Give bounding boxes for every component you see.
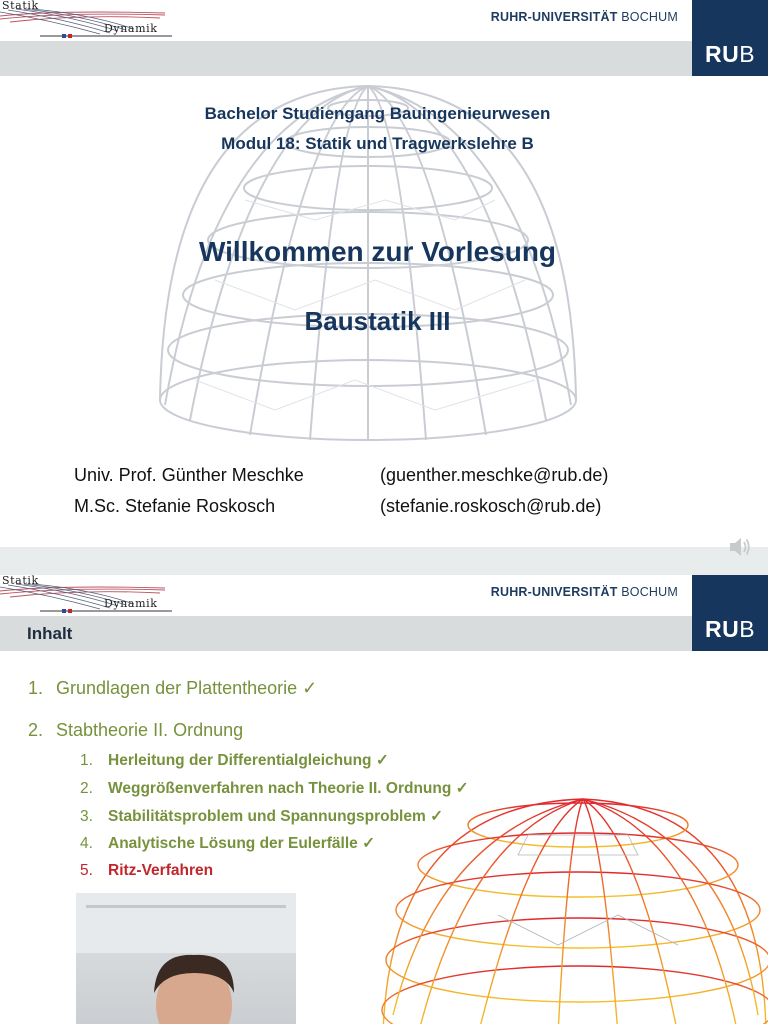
university-name: RUHR-UNIVERSITÄT BOCHUM	[490, 585, 678, 599]
rub-logo: RUB	[692, 575, 768, 651]
university-name: RUHR-UNIVERSITÄT BOCHUM	[490, 10, 678, 24]
person-image	[76, 893, 296, 1024]
lecturer-email-1: (guenther.meschke@rub.de)	[380, 465, 609, 485]
statik-dynamik-logo	[0, 0, 172, 40]
toc-item-2: 2. Stabtheorie II. Ordnung	[28, 720, 244, 740]
header-bar	[0, 616, 692, 651]
dome-stress-plot-image	[378, 795, 768, 1024]
course-title: Baustatik III	[304, 306, 451, 336]
toc-item-1: 1. Grundlagen der Plattentheorie ✓	[28, 678, 318, 698]
contents-slide	[0, 575, 768, 1024]
toc-subitem-2: 2. Weggrößenverfahren nach Theorie II. Ordnung ✓	[80, 780, 469, 797]
lecturer-email-2: (stefanie.roskosch@rub.de)	[380, 496, 602, 516]
lecturer-name-1: Univ. Prof. Günther Meschke	[74, 465, 304, 485]
statik-dynamik-logo	[0, 575, 172, 615]
toc-subitem-1: 1. Herleitung der Differentialgleichung ✓	[80, 752, 389, 769]
slide-separator	[0, 547, 768, 575]
toc-subitem-4: 4. Analytische Lösung der Eulerfälle ✓	[80, 835, 376, 852]
slide-title: Inhalt	[27, 624, 73, 643]
logo-statik-text: Statik	[2, 0, 39, 12]
module-name: Modul 18: Statik und Tragwerkslehre B	[221, 134, 534, 153]
logo-statik-text: Statik	[2, 575, 39, 587]
header-bar	[0, 41, 692, 76]
speaker-icon[interactable]	[728, 536, 752, 558]
logo-dynamik-text: Dynamik	[104, 22, 158, 35]
slide-title: Willkommen zur Vorlesung	[198, 236, 557, 267]
toc-subitem-3: 3. Stabilitätsproblem und Spannungsproblem ✓	[80, 808, 444, 825]
lecturer-name-2: M.Sc. Stefanie Roskosch	[74, 496, 276, 516]
speaker-video-thumbnail	[76, 893, 296, 1024]
logo-dynamik-text: Dynamik	[104, 597, 158, 610]
program-name: Bachelor Studiengang Bauingenieurwesen	[204, 104, 551, 123]
toc-subitem-5-current: 5. Ritz-Verfahren	[80, 862, 214, 879]
rub-logo: RUB	[692, 0, 768, 76]
